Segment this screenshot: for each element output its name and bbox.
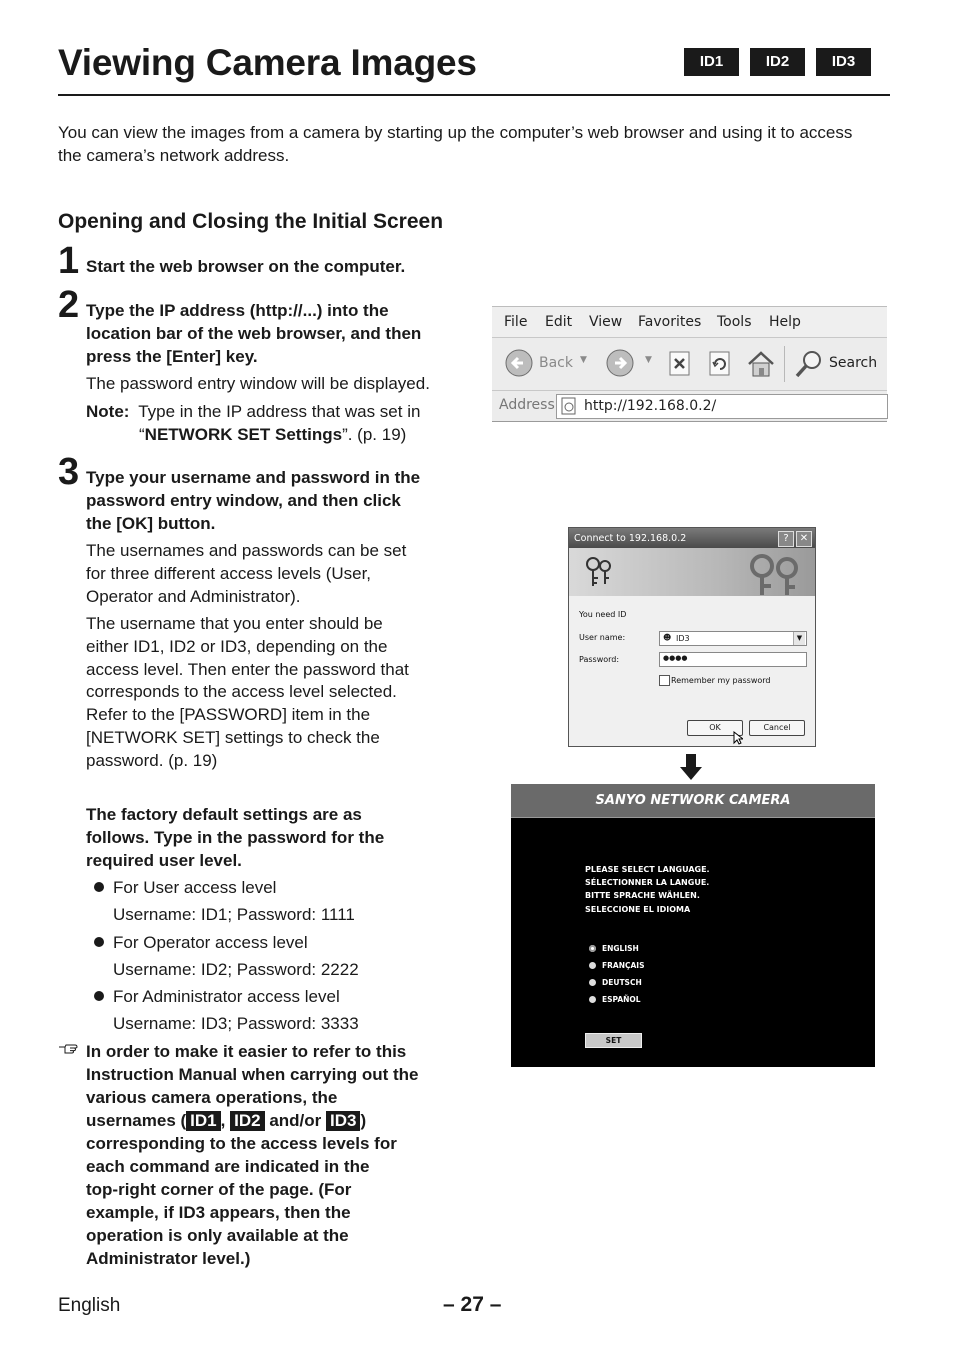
level-label: For Administrator access level <box>113 987 340 1006</box>
address-input[interactable] <box>556 394 888 419</box>
cancel-button[interactable]: Cancel <box>749 720 805 736</box>
note-bold-text: NETWORK SET Settings <box>144 425 343 444</box>
step-3-title-line: the [OK] button. <box>86 514 216 533</box>
tip-line: Instruction Manual when carrying out the <box>86 1065 419 1084</box>
tip-line-suffix: ) <box>360 1111 367 1130</box>
tip-line: example, if ID3 appears, then the <box>86 1203 351 1222</box>
bullet-icon <box>94 991 104 1001</box>
browser-toolbar-screenshot <box>492 306 887 422</box>
menu-view[interactable]: View <box>589 314 623 330</box>
set-button[interactable]: SET <box>585 1033 642 1048</box>
user-icon: ☻ <box>663 633 672 642</box>
body-line: The usernames and passwords can be set <box>86 541 407 560</box>
address-value: http://192.168.0.2/ <box>584 398 717 414</box>
camera-language-page <box>511 784 875 1067</box>
remember-checkbox[interactable] <box>659 675 670 686</box>
camera-page-header: SANYO NETWORK CAMERA <box>511 784 875 818</box>
step-3-title-line: Type your username and password in the <box>86 468 421 487</box>
step-2-number: 2 <box>58 284 80 326</box>
ok-button[interactable]: OK <box>687 720 743 736</box>
step-2-title <box>86 299 421 368</box>
note-label: Note: <box>86 402 130 421</box>
username-value: ID3 <box>676 634 690 643</box>
home-icon[interactable] <box>746 349 776 379</box>
default-user-level <box>94 876 276 899</box>
body-line: Operator and Administrator). <box>86 586 301 606</box>
language-option-deutsch[interactable] <box>589 978 642 987</box>
dialog-banner <box>569 548 815 596</box>
address-label: Address <box>499 397 555 413</box>
language-option-espanol[interactable] <box>589 995 641 1004</box>
step-2-title-line: press the [Enter] key. <box>86 347 258 366</box>
dialog-prompt: You need ID <box>579 610 627 619</box>
refresh-icon[interactable] <box>707 351 733 377</box>
password-value: ●●●● <box>663 654 688 662</box>
level-label: For User access level <box>113 878 277 897</box>
step-1-title: Start the web browser on the computer. <box>86 257 406 276</box>
username-field[interactable] <box>659 631 807 646</box>
back-dropdown-icon[interactable]: ▼ <box>580 355 587 365</box>
default-operator-level <box>94 931 308 954</box>
step-2-note-continued <box>139 423 406 446</box>
back-arrow-icon[interactable] <box>504 348 534 378</box>
search-label[interactable]: Search <box>829 355 878 371</box>
title-divider <box>58 94 890 96</box>
default-operator-creds: Username: ID2; Password: 2222 <box>113 960 359 979</box>
step-3-body-1 <box>86 540 406 608</box>
default-admin-creds: Username: ID3; Password: 3333 <box>113 1014 359 1033</box>
keys-icon <box>581 554 617 590</box>
forward-arrow-icon[interactable] <box>605 348 635 378</box>
menu-file[interactable]: File <box>504 314 528 330</box>
bullet-icon <box>94 882 104 892</box>
close-icon[interactable]: ✕ <box>796 531 812 547</box>
language-prompt: SELECCIONE EL IDIOMA <box>585 905 691 914</box>
login-dialog <box>568 527 816 747</box>
forward-dropdown-icon[interactable]: ▼ <box>645 355 652 365</box>
bullet-icon <box>94 937 104 947</box>
step-1-number: 1 <box>58 240 80 282</box>
id2-badge: ID2 <box>750 48 805 76</box>
inline-id1-badge: ID1 <box>186 1111 220 1131</box>
language-label: FRANÇAIS <box>602 961 645 970</box>
radio-icon[interactable] <box>589 979 596 986</box>
language-prompt: PLEASE SELECT LANGUAGE. <box>585 865 710 874</box>
toolbar-divider <box>784 346 785 382</box>
menu-edit[interactable]: Edit <box>545 314 573 330</box>
default-user-creds: Username: ID1; Password: 1111 <box>113 905 355 924</box>
step-2-body: The password entry window will be displayed. <box>86 374 430 393</box>
language-label: DEUTSCH <box>602 978 642 987</box>
step-3-number: 3 <box>58 451 80 493</box>
tip-line: Administrator level.) <box>86 1249 251 1268</box>
tip-line: various camera operations, the <box>86 1088 338 1107</box>
step-3-title <box>86 466 420 535</box>
tip-line-prefix: usernames ( <box>86 1111 187 1130</box>
id1-badge: ID1 <box>684 48 739 76</box>
body-line: [NETWORK SET] settings to check the <box>86 727 380 747</box>
browser-addressbar <box>492 391 887 421</box>
id3-badge: ID3 <box>816 48 871 76</box>
language-label: ENGLISH <box>602 944 639 953</box>
menu-favorites[interactable]: Favorites <box>638 314 702 330</box>
dialog-titlebar <box>569 528 815 548</box>
step-2-title-line: location bar of the web browser, and then <box>86 324 422 343</box>
default-admin-level <box>94 985 340 1008</box>
note-text: Type in the IP address that was set in <box>138 402 421 421</box>
keys-watermark-icon <box>737 551 807 595</box>
language-label: ESPAÑOL <box>602 995 641 1004</box>
defaults-heading <box>86 803 384 872</box>
tip-line: corresponding to the access levels for <box>86 1134 397 1153</box>
body-line: The username that you enter should be <box>86 614 383 633</box>
password-field[interactable] <box>659 652 807 667</box>
password-label: Password: <box>579 655 620 664</box>
browser-toolbar <box>492 338 887 391</box>
stop-icon[interactable] <box>667 351 693 377</box>
search-icon[interactable] <box>793 348 825 380</box>
pointing-hand-icon <box>58 1043 78 1055</box>
language-prompt: SÉLECTIONNER LA LANGUE. <box>585 878 710 887</box>
defaults-heading-line: follows. Type in the password for the <box>86 828 385 847</box>
body-line: corresponds to the access level selected. <box>86 682 397 702</box>
tip-line: In order to make it easier to refer to this <box>86 1042 407 1061</box>
username-label: User name: <box>579 633 626 642</box>
step-2-note <box>86 400 420 423</box>
arrow-down-icon <box>680 754 702 780</box>
body-line: access level. Then enter the password that <box>86 659 409 679</box>
remember-label: Remember my password <box>671 676 771 685</box>
tip-line: top-right corner of the page. (For <box>86 1180 352 1199</box>
step-2-title-line: Type the IP address (http://...) into the <box>86 301 389 320</box>
note-quote-open: “ <box>139 425 145 444</box>
page-title: Viewing Camera Images <box>58 42 477 83</box>
radio-icon[interactable] <box>589 996 596 1003</box>
language-option-francais[interactable] <box>589 961 644 970</box>
page-icon <box>560 397 578 415</box>
back-label[interactable]: Back <box>539 355 573 371</box>
footer-language: English <box>58 1295 121 1316</box>
body-line: password. (p. 19) <box>86 750 218 770</box>
body-line: for three different access levels (User, <box>86 563 372 583</box>
defaults-heading-line: required user level. <box>86 851 242 870</box>
tip-line: each command are indicated in the <box>86 1157 370 1176</box>
tip-text <box>86 1040 418 1270</box>
step-3-title-line: password entry window, and then click <box>86 491 401 510</box>
help-icon[interactable]: ? <box>778 531 794 547</box>
step-3-body-2 <box>86 613 409 773</box>
intro-paragraph: You can view the images from a camera by starting up the computer’s web browser and using it to access the camera’s network address. <box>58 123 853 165</box>
mouse-cursor-icon <box>733 731 743 745</box>
tip-separator: and/or <box>269 1111 322 1130</box>
inline-id2-badge: ID2 <box>230 1111 264 1131</box>
language-option-english[interactable] <box>589 944 639 953</box>
browser-menubar <box>492 307 887 338</box>
inline-id3-badge: ID3 <box>326 1111 360 1131</box>
note-quote-close: ”. (p. 19) <box>342 425 407 444</box>
radio-selected-icon[interactable] <box>589 945 596 952</box>
body-line: Refer to the [PASSWORD] item in the <box>86 705 371 725</box>
level-label: For Operator access level <box>113 933 308 952</box>
dialog-title: Connect to 192.168.0.2 <box>574 533 687 544</box>
language-prompt: BITTE SPRACHE WÄHLEN. <box>585 891 700 900</box>
tip-separator: , <box>220 1111 226 1130</box>
chevron-down-icon[interactable]: ▼ <box>793 632 805 645</box>
tip-line-with-ids <box>86 1109 418 1132</box>
menu-help[interactable]: Help <box>769 314 801 330</box>
tip-line: operation is only available at the <box>86 1226 349 1245</box>
section-heading: Opening and Closing the Initial Screen <box>58 210 444 233</box>
menu-tools[interactable]: Tools <box>717 314 752 330</box>
page-number: – 27 – <box>443 1293 502 1316</box>
defaults-heading-line: The factory default settings are as <box>86 805 362 824</box>
radio-icon[interactable] <box>589 962 596 969</box>
body-line: either ID1, ID2 or ID3, depending on the <box>86 636 388 656</box>
